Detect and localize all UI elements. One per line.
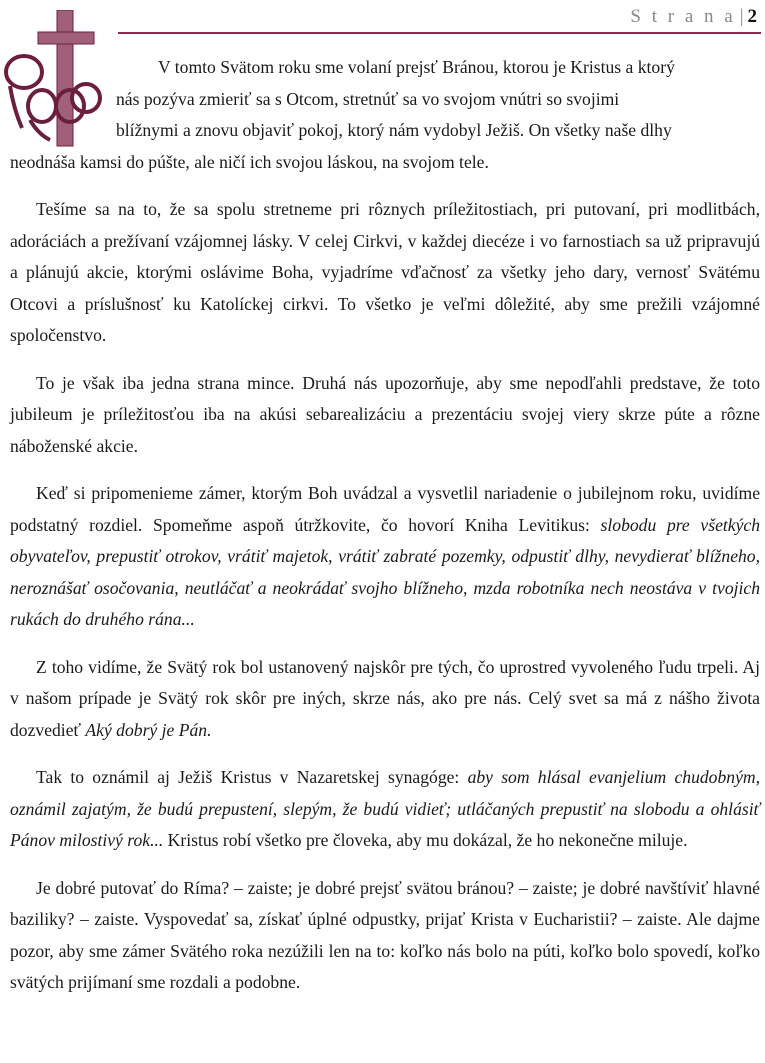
paragraph-6 (10, 762, 760, 857)
paragraph-1-line-1: V tomto Svätom roku sme volaní prejsť Bránou, ktorou je Kristus a ktorý (158, 57, 675, 77)
paragraph-1-line-3: blížnymi a znovu objaviť pokoj, ktorý nám vydobyl Ježiš. On všetky naše dlhy (116, 120, 672, 140)
paragraph-6-tail: Kristus robí všetko pre človeka, aby mu dokázal, že ho nekonečne miluje. (163, 830, 688, 850)
paragraph-5-quote: Aký dobrý je Pán. (85, 719, 212, 740)
header-rule (118, 32, 761, 34)
page-number: 2 (747, 6, 757, 27)
paragraph-5 (10, 652, 760, 747)
paragraph-1 (10, 52, 760, 178)
paragraph-2: Tešíme sa na to, že sa spolu stretneme pri rôznych príležitostiach, pri putovaní, pri modlitbách, adoráciách a prežívaní vzájomnej lásky. V celej Cirkvi, v každej diecéze i vo farnostiach sa už pripravujú a plánujú akcie, ktorými oslávime Boha, vyjadríme vďačnosť za všetky jeho dary, vernosť Svätému Otcovi a príslušnosť ku Katolíckej cirkvi. To všetko je veľmi dôležité, aby sme prežili vzájomné spoločenstvo. (10, 199, 760, 345)
article-body (10, 52, 760, 1015)
paragraph-1-line-2: nás pozýva zmieriť sa s Otcom, stretnúť sa vo svojom vnútri so svojimi (116, 88, 620, 109)
paragraph-5-text: Z toho vidíme, že Svätý rok bol ustanovený najskôr pre tých, čo uprostred vyvoleného ľudu trpeli. Aj v našom prípade je Svätý rok skôr pre iných, skrze nás, ako pre nás. Celý svet sa má z nášho života dozvedieť (10, 656, 760, 740)
paragraph-1-line-4: neodnáša kamsi do púšte, ale ničí ich svojou láskou, na svojom tele. (10, 151, 489, 172)
paragraph-4-text: Keď si pripomenieme zámer, ktorým Boh uvádzal a vysvetlil nariadenie o jubilejnom roku, uvidíme podstatný rozdiel. Spomeňme aspoň útržkovite, čo hovorí Kniha Levitikus: (10, 483, 760, 535)
paragraph-3: To je však iba jedna strana mince. Druhá nás upozorňuje, aby sme nepodľahli predstave, že toto jubileum je príležitosťou iba na akúsi sebarealizáciu a prezentáciu svojej viery skrze púte a rôzne náboženské akcie. (10, 372, 760, 456)
page-label-text: S t r a n a (630, 6, 736, 27)
page-separator: | (739, 6, 744, 27)
leviticus-quote: slobodu pre všetkých obyvateľov, prepustiť otrokov, vrátiť majetok, vrátiť zabraté pozemky, odpustiť dlhy, nevydierať blížneho, neroznášať osočovania, neutláčať a neokrádať svojho blížneho, mzda robotníka nech neostáva v tvojich rukách do druhého rána... (10, 514, 760, 629)
page-label (630, 6, 757, 28)
nazareth-quote: aby som hlásal evanjelium chudobným, oznámil zajatým, že budú prepustení, slepým, že budú vidieť; utláčaných prepustiť na slobodu a ohlásiť Pánov milostivý rok... (10, 767, 760, 850)
paragraph-6-text: Tak to oznámil aj Ježiš Kristus v Nazaretskej synagóge: (36, 767, 468, 787)
paragraph-7: Je dobré putovať do Ríma? – zaiste; je dobré prejsť svätou bránou? – zaiste; je dobré navštíviť hlavné baziliky? – zaiste. Vyspovedať sa, získať úplné odpustky, prijať Krista v Eucharistii? – zaiste. Ale dajme pozor, aby sme zámer Svätého roka nezúžili len na to: koľko nás bolo na púti, koľko bolo spovedí, koľko svätých prijímaní sme rozdali a podobne. (10, 877, 760, 992)
paragraph-4 (10, 478, 760, 636)
